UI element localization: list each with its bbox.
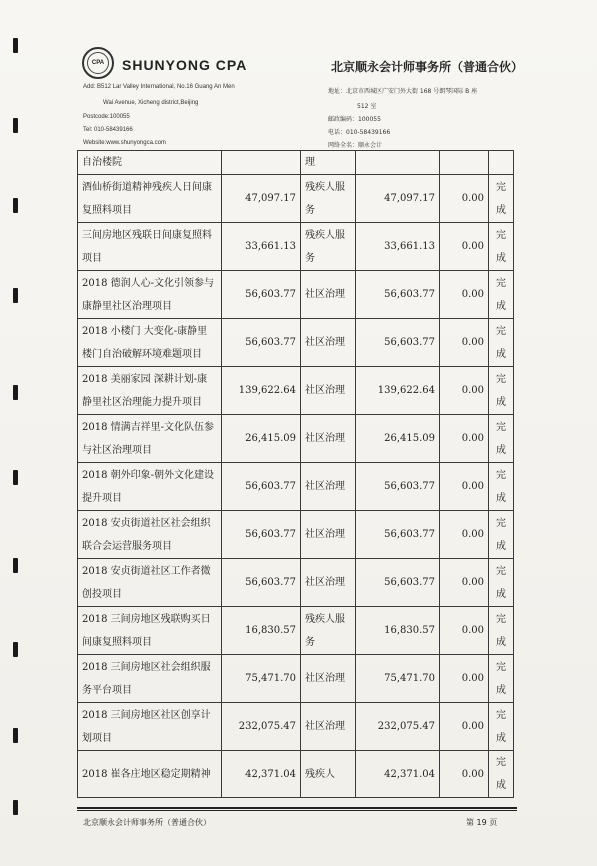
project-name-cell: 2018 崔各庄地区稳定期精神 [78, 751, 222, 798]
amount-cell: 139,622.64 [222, 367, 301, 415]
category-cell: 社区治理 [301, 463, 356, 511]
table-row [78, 223, 514, 271]
amount-audited-cell: 56,603.77 [356, 511, 440, 559]
binding-hole [13, 800, 18, 815]
amount-audited-cell: 33,661.13 [356, 223, 440, 271]
status-cell [489, 151, 514, 175]
category-cell: 社区治理 [301, 655, 356, 703]
amount-cell: 42,371.04 [222, 751, 301, 798]
table-row [78, 367, 514, 415]
amount-audited-cell: 56,603.77 [356, 271, 440, 319]
firm-logo-text: CPA [87, 52, 109, 74]
project-name-cell: 2018 三间房地区残联购买日间康复照料项目 [78, 607, 222, 655]
website-en: Website:www.shunyongca.com [83, 140, 166, 146]
status-cell: 完成 [489, 751, 514, 798]
category-cell: 社区治理 [301, 415, 356, 463]
amount-cell: 56,603.77 [222, 463, 301, 511]
amount-audited-cell: 26,415.09 [356, 415, 440, 463]
amount-audited-cell: 56,603.77 [356, 319, 440, 367]
amount-cell: 75,471.70 [222, 655, 301, 703]
postcode-cn: 邮政编码：100055 [328, 116, 381, 123]
address-line-en: Add: B512 Lar Valley International, No.16 Guang An Men [83, 84, 235, 90]
binding-hole [13, 385, 18, 400]
footer-firm: 北京顺永会计师事务所（普通合伙） [83, 818, 211, 827]
amount-cell: 56,603.77 [222, 511, 301, 559]
postcode-en: Postcode:100055 [83, 114, 130, 120]
rate-cell: 0.00 [440, 751, 489, 798]
table-row [78, 655, 514, 703]
table-row [78, 271, 514, 319]
rate-cell: 0.00 [440, 655, 489, 703]
address-line-cn: 地址：北京市西城区广安门外大街 168 号朗琴国际 B 座 [328, 88, 478, 95]
firm-name-cn: 北京顺永会计师事务所（普通合伙） [331, 60, 524, 74]
binding-hole [13, 198, 18, 213]
project-name-cell: 2018 三间房地区社会组织服务平台项目 [78, 655, 222, 703]
project-name-cell: 2018 三间房地区社区创享计划项目 [78, 703, 222, 751]
address-line-en-2: Wai Avenue, Xicheng district,Beijing [103, 100, 199, 106]
binding-hole [13, 642, 18, 657]
rate-cell: 0.00 [440, 511, 489, 559]
category-cell: 残疾人 [301, 751, 356, 798]
table-row [78, 559, 514, 607]
status-cell: 完成 [489, 415, 514, 463]
project-name-cell: 2018 朝外印象-朝外文化建设提升项目 [78, 463, 222, 511]
rate-cell: 0.00 [440, 319, 489, 367]
rate-cell: 0.00 [440, 559, 489, 607]
amount-cell: 16,830.57 [222, 607, 301, 655]
status-cell: 完成 [489, 511, 514, 559]
category-cell: 社区治理 [301, 271, 356, 319]
binding-hole [13, 558, 18, 573]
table-row [78, 463, 514, 511]
brand-name: SHUNYONG CPA [122, 57, 248, 73]
table-row [78, 607, 514, 655]
tel-cn: 电话：010-58439166 [328, 129, 391, 136]
rate-cell: 0.00 [440, 703, 489, 751]
status-cell: 完成 [489, 367, 514, 415]
category-cell: 残疾人服务 [301, 223, 356, 271]
project-table [77, 150, 514, 798]
amount-audited-cell: 56,603.77 [356, 463, 440, 511]
amount-cell: 47,097.17 [222, 175, 301, 223]
category-cell: 社区治理 [301, 319, 356, 367]
letterhead [0, 0, 597, 150]
project-name-cell: 2018 安贞街道社区社会组织联合会运营服务项目 [78, 511, 222, 559]
status-cell: 完成 [489, 607, 514, 655]
project-name-cell: 酒仙桥街道精神残疾人日间康复照料项目 [78, 175, 222, 223]
amount-audited-cell: 232,075.47 [356, 703, 440, 751]
project-name-cell: 2018 美丽家园 深耕计划-康静里社区治理能力提升项目 [78, 367, 222, 415]
amount-cell [222, 151, 301, 175]
table-row [78, 151, 514, 175]
amount-audited-cell: 42,371.04 [356, 751, 440, 798]
rate-cell: 0.00 [440, 175, 489, 223]
status-cell: 完成 [489, 271, 514, 319]
table-row [78, 751, 514, 798]
status-cell: 完成 [489, 463, 514, 511]
rate-cell: 0.00 [440, 463, 489, 511]
amount-cell: 56,603.77 [222, 319, 301, 367]
project-name-cell: 自治楼院 [78, 151, 222, 175]
rate-cell: 0.00 [440, 271, 489, 319]
status-cell: 完成 [489, 559, 514, 607]
amount-audited-cell: 139,622.64 [356, 367, 440, 415]
status-cell: 完成 [489, 223, 514, 271]
rate-cell [440, 151, 489, 175]
network-name-cn: 网络全名：顺永会计 [328, 142, 383, 149]
status-cell: 完成 [489, 655, 514, 703]
amount-cell: 232,075.47 [222, 703, 301, 751]
project-name-cell: 三间房地区残联日间康复照料项目 [78, 223, 222, 271]
table-row [78, 175, 514, 223]
binding-hole [13, 728, 18, 743]
category-cell: 残疾人服务 [301, 607, 356, 655]
firm-logo [82, 47, 114, 79]
rate-cell: 0.00 [440, 223, 489, 271]
amount-audited-cell: 47,097.17 [356, 175, 440, 223]
category-cell: 社区治理 [301, 511, 356, 559]
status-cell: 完成 [489, 175, 514, 223]
amount-audited-cell: 56,603.77 [356, 559, 440, 607]
footer-rule [77, 807, 517, 809]
project-name-cell: 2018 小楼门 大变化-康静里楼门自治破解环境难题项目 [78, 319, 222, 367]
amount-cell: 26,415.09 [222, 415, 301, 463]
amount-audited-cell: 16,830.57 [356, 607, 440, 655]
project-name-cell: 2018 情满吉祥里-文化队伍参与社区治理项目 [78, 415, 222, 463]
amount-cell: 56,603.77 [222, 559, 301, 607]
category-cell: 社区治理 [301, 367, 356, 415]
table-row [78, 703, 514, 751]
tel-en: Tel: 010-58439166 [83, 127, 133, 133]
project-name-cell: 2018 安贞街道社区工作者微创投项目 [78, 559, 222, 607]
category-cell: 理 [301, 151, 356, 175]
amount-cell: 33,661.13 [222, 223, 301, 271]
category-cell: 社区治理 [301, 559, 356, 607]
project-name-cell: 2018 德润人心-文化引领参与康静里社区治理项目 [78, 271, 222, 319]
table-row [78, 511, 514, 559]
footer-rule-thin [77, 810, 517, 811]
category-cell: 残疾人服务 [301, 175, 356, 223]
status-cell: 完成 [489, 703, 514, 751]
page-number: 第 19 页 [466, 818, 498, 827]
status-cell: 完成 [489, 319, 514, 367]
rate-cell: 0.00 [440, 607, 489, 655]
amount-audited-cell: 75,471.70 [356, 655, 440, 703]
binding-hole [13, 288, 18, 303]
address-line-cn-2: 512 室 [357, 103, 377, 110]
table-row [78, 319, 514, 367]
category-cell: 社区治理 [301, 703, 356, 751]
amount-cell: 56,603.77 [222, 271, 301, 319]
amount-audited-cell [356, 151, 440, 175]
table-row [78, 415, 514, 463]
binding-hole [13, 470, 18, 485]
rate-cell: 0.00 [440, 367, 489, 415]
rate-cell: 0.00 [440, 415, 489, 463]
